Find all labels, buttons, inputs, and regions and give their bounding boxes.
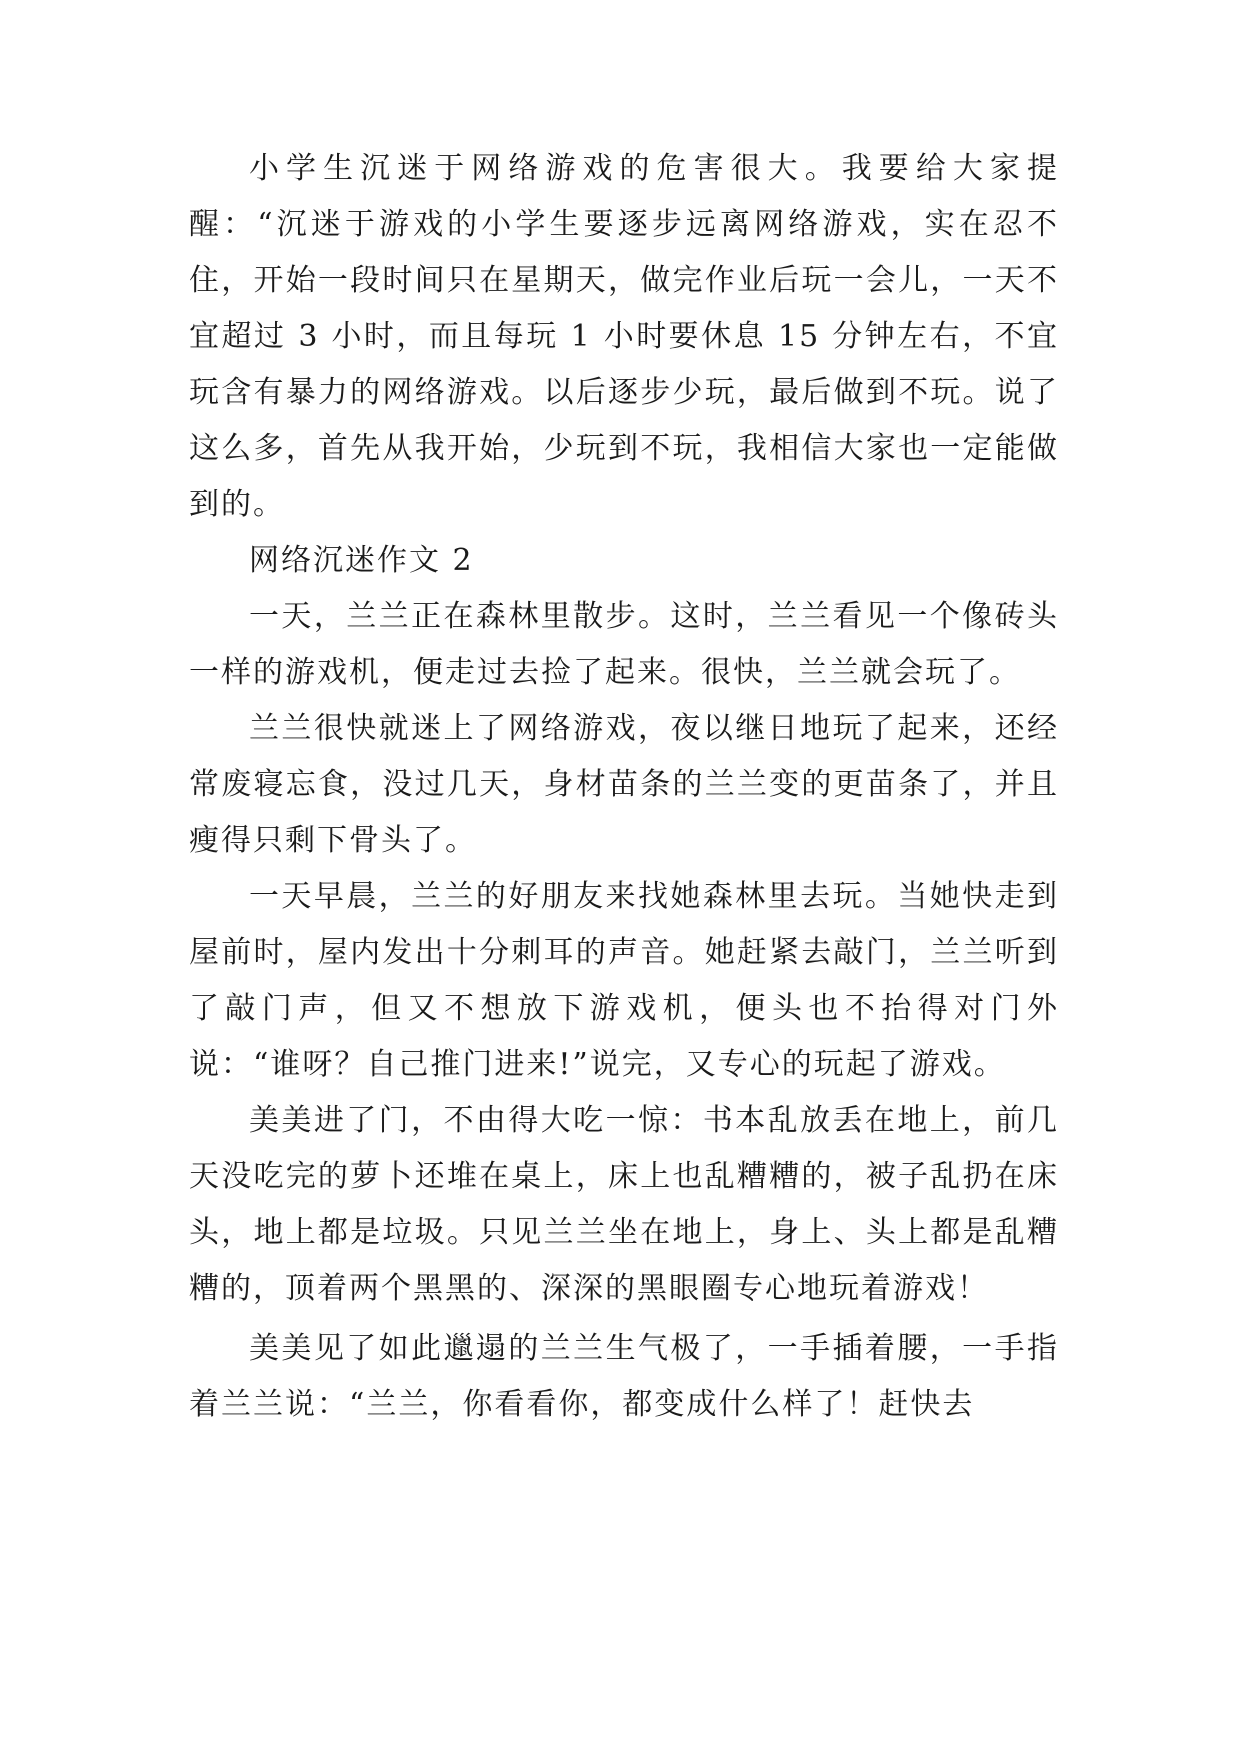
paragraph: 兰兰很快就迷上了网络游戏，夜以继日地玩了起来，还经常废寝忘食，没过几天，身材苗条的兰兰变的更苗条了，并且瘦得只剩下骨头了。	[189, 711, 1059, 858]
paragraph: 一天早晨，兰兰的好朋友来找她森林里去玩。当她快走到屋前时，屋内发出十分刺耳的声音。她赶紧去敲门，兰兰听到了敲门声，但又不想放下游戏机，便头也不抬得对门外说：“谁呀？自己推门进来!”说完，又专心的玩起了游戏。	[189, 879, 1059, 1082]
paragraph: 一天，兰兰正在森林里散步。这时，兰兰看见一个像砖头一样的游戏机，便走过去捡了起来。很快，兰兰就会玩了。	[189, 599, 1059, 690]
paragraph: 美美见了如此邋遢的兰兰生气极了，一手插着腰，一手指着兰兰说：“兰兰，你看看你，都变成什么样了！赶快去	[189, 1331, 1059, 1422]
document-body	[189, 141, 1059, 1433]
paragraph-intro: 小学生沉迷于网络游戏的危害很大。我要给大家提醒：“沉迷于游戏的小学生要逐步远离网络游戏，实在忍不住，开始一段时间只在星期天，做完作业后玩一会儿，一天不宜超过 3 小时，而且每玩 1 小时要休息 15 分钟左右，不宜玩含有暴力的网络游戏。以后逐步少玩，最后做到不玩。说了这么多，首先从我开始，少玩到不玩，我相信大家也一定能做到的。	[189, 151, 1059, 522]
section-heading: 网络沉迷作文 2	[249, 543, 474, 578]
paragraph: 美美进了门，不由得大吃一惊：书本乱放丢在地上，前几天没吃完的萝卜还堆在桌上，床上也乱糟糟的，被子乱扔在床头，地上都是垃圾。只见兰兰坐在地上，身上、头上都是乱糟糟的，顶着两个黑黑的、深深的黑眼圈专心地玩着游戏！	[189, 1103, 1059, 1306]
